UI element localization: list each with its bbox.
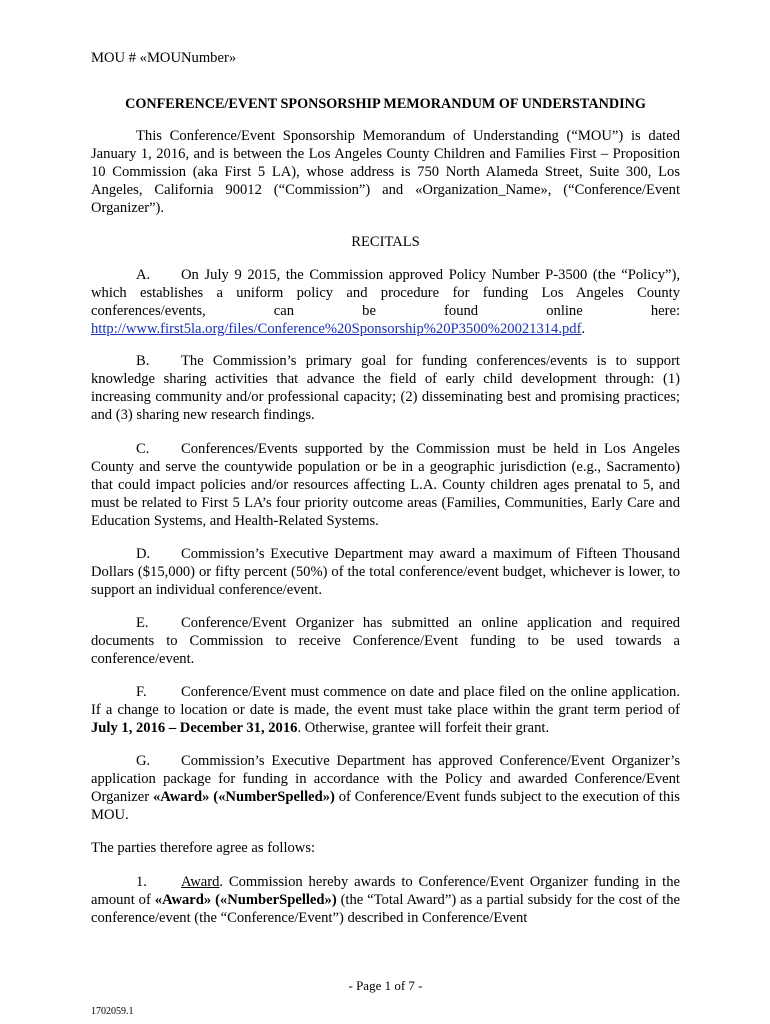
recitals-heading: RECITALS <box>351 234 420 250</box>
recital-e-text: Conference/Event Organizer has submitted an online application and required documents to Commission to receive Conference/Event funding to be used towards a conference/event. <box>91 615 680 667</box>
section-1-number: 1. <box>136 874 147 890</box>
page-number: - Page 1 of 7 - <box>348 978 423 993</box>
recital-g <box>91 752 680 824</box>
recital-f-text: Conference/Event must commence on date and place filed on the online application. If a change to location or date is made, the event must take place within the grant term period of <box>91 684 680 718</box>
recital-c-letter: C. <box>136 441 150 457</box>
recital-g-award: «Award» («NumberSpelled») <box>152 789 335 805</box>
recital-c <box>91 440 680 530</box>
recital-e-letter: E. <box>136 615 149 631</box>
recital-e <box>91 614 680 668</box>
intro-paragraph <box>91 127 680 217</box>
intro-text: This Conference/Event Sponsorship Memorandum of Understanding (“MOU”) is dated January 1, 2016, and is between the Los Angeles County Children and Families First – Proposition 10 Commission (aka First 5 LA), whose address is 750 North Alameda Street, Suite 300, Los Angeles, California 90012 (“Commission”) and «Organization_Name», (“Conference/Event Organizer”). <box>91 128 680 216</box>
recital-d <box>91 545 680 599</box>
recital-g-text-end: of Conference/Event funds subject to the execution of this MOU. <box>91 789 680 823</box>
agree-statement: The parties therefore agree as follows: <box>91 840 316 856</box>
recital-c-text: Conferences/Events supported by the Commission must be held in Los Angeles County and serve the countywide population or be in a geographic jurisdiction (e.g., Sacramento) that could impact policies and/or resources affecting L.A. County children ages prenatal to 5, and must be related to First 5 LA’s four priority outcome areas (Families, Communities, Early Care and Education Systems, and Health-Related Systems. <box>91 441 680 529</box>
recital-d-text: Commission’s Executive Department may award a maximum of Fifteen Thousand Dollars ($15,000) or fifty percent (50%) of the total conference/event budget, whichever is lower, to support an individual conference/event. <box>91 546 680 598</box>
recital-f <box>91 683 680 737</box>
section-1-heading: Award <box>181 874 220 890</box>
recital-a <box>91 266 680 338</box>
recital-g-letter: G. <box>136 753 151 769</box>
document-number: 1702059.1 <box>91 1006 134 1017</box>
recital-b-letter: B. <box>136 353 150 369</box>
grant-term-dates: July 1, 2016 – December 31, 2016 <box>91 720 298 736</box>
section-1-award-amount: «Award» («NumberSpelled») <box>154 892 337 908</box>
recital-b-text: The Commission’s primary goal for funding conferences/events is to support knowledge sharing activities that advance the field of early child development through: (1) increasing community and/or professional capacity; (2) disseminating best and promising practices; and (3) sharing new research findings. <box>91 353 680 423</box>
recital-f-text-end: . Otherwise, grantee will forfeit their grant. <box>297 720 550 736</box>
recital-a-letter: A. <box>136 267 151 283</box>
policy-link[interactable]: http://www.first5la.org/files/Conference%20Sponsorship%20P3500%20021314.pdf <box>91 321 582 337</box>
section-1-award <box>91 873 680 927</box>
recital-a-period: . <box>581 321 586 337</box>
recital-g-text: Commission’s Executive Department has approved Conference/Event Organizer’s application package for funding in accordance with the Policy and awarded Conference/Event Organizer <box>91 753 680 805</box>
recital-a-text: On July 9 2015, the Commission approved Policy Number P-3500 (the “Policy”), which establishes a uniform policy and procedure for funding Los Angeles County conferences/events, can be found online here: <box>91 267 680 319</box>
recital-f-letter: F. <box>136 684 147 700</box>
mou-number-header: MOU # «MOUNumber» <box>91 50 237 66</box>
recital-b <box>91 352 680 424</box>
recital-d-letter: D. <box>136 546 151 562</box>
section-1-text-end: (the “Total Award”) as a partial subsidy for the cost of the conference/event (the “Conference/Event”) described in Conference/Event <box>91 892 680 926</box>
section-1-text: . Commission hereby awards to Conference/Event Organizer funding in the amount of <box>91 874 680 908</box>
document-title: CONFERENCE/EVENT SPONSORSHIP MEMORANDUM OF UNDERSTANDING <box>125 96 646 112</box>
